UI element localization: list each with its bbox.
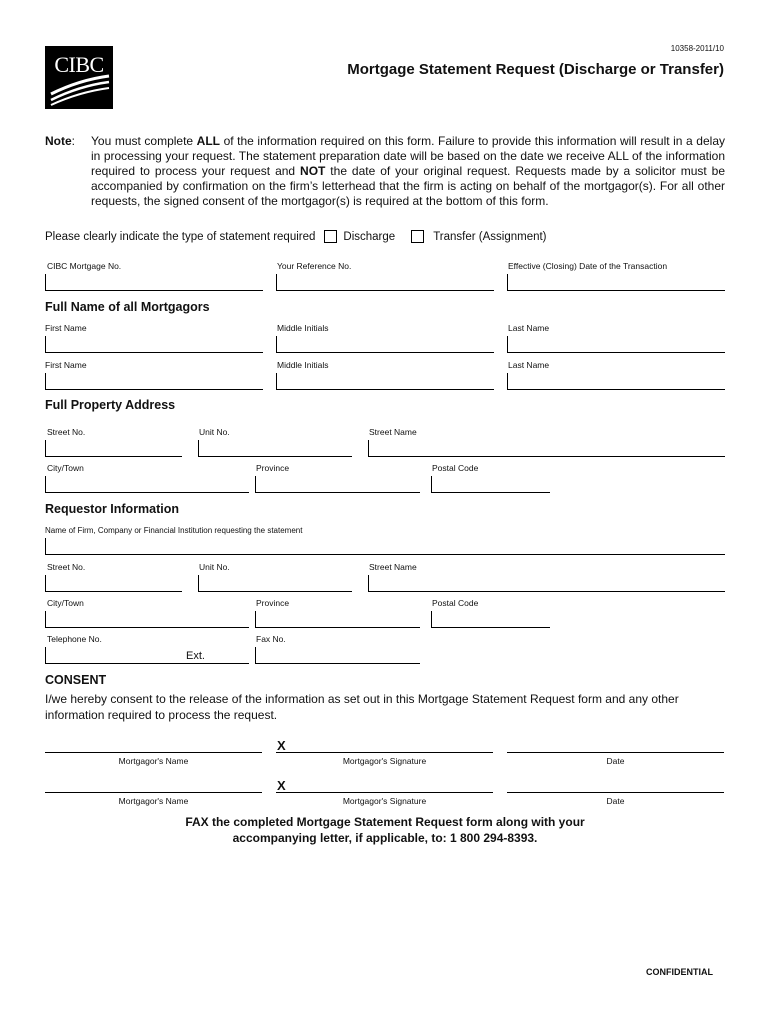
property-street-no-label: Street No. [47,427,86,437]
property-street-no-field[interactable] [45,440,182,457]
first-name-label-1: First Name [45,323,87,333]
discharge-label: Discharge [343,230,396,243]
first-name-field-2[interactable] [45,373,263,390]
telephone-field[interactable] [45,647,249,664]
date-label-2: Date [606,796,625,806]
requestor-province-field[interactable] [255,611,420,628]
property-street-name-label: Street Name [369,427,417,437]
page-title: Mortgage Statement Request (Discharge or Transfer) [347,61,724,78]
property-postal-code-label: Postal Code [432,463,479,473]
middle-initials-field-2[interactable] [276,373,494,390]
confidential-label: CONFIDENTIAL [646,967,713,977]
cibc-logo [45,46,113,109]
requestor-city-field[interactable] [45,611,249,628]
mortgage-no-label: CIBC Mortgage No. [47,261,122,271]
property-city-label: City/Town [47,463,84,473]
consent-text: I/we hereby consent to the release of the information as set out in this Mortgage Statement Request form and any other information required to process the request. [45,692,679,722]
consent-heading: CONSENT [45,673,107,687]
mortgagor-signature-line-1[interactable] [276,752,493,753]
discharge-checkbox[interactable] [324,230,337,243]
property-province-field[interactable] [255,476,420,493]
property-postal-code-field[interactable] [431,476,550,493]
property-unit-no-label: Unit No. [199,427,230,437]
reference-no-field[interactable] [276,274,494,291]
requestor-street-name-field[interactable] [368,575,725,592]
fax-line-1: FAX the completed Mortgage Statement Request form along with your [185,815,585,829]
requestor-city-label: City/Town [47,598,84,608]
note-text: You must complete ALL of the information required on this form. Failure to provide this information will result in a delay in processing your request. The statement preparation date will be based on the date we receive ALL of the information required to process your request and NOT the date of your original request. Requests made by a solicitor must be accompanied by confirmation on the firm’s letterhead that the firm is acting on behalf of the mortgagor(s). For all other requests, the signed consent of the mortgagor(s) is required at the bottom of this form. [91,134,725,208]
requestor-street-no-label: Street No. [47,562,86,572]
date-line-1[interactable] [507,752,724,753]
transfer-checkbox[interactable] [411,230,424,243]
effective-date-field[interactable] [507,274,725,291]
statement-type-prompt: Please clearly indicate the type of statement required [45,230,316,243]
note-label: Note: [45,134,76,148]
firm-name-label: Name of Firm, Company or Financial Institution requesting the statement [45,526,303,535]
property-heading: Full Property Address [45,398,176,412]
middle-initials-label-1: Middle Initials [277,323,329,333]
first-name-label-2: First Name [45,360,87,370]
last-name-field-2[interactable] [507,373,725,390]
requestor-unit-no-label: Unit No. [199,562,230,572]
last-name-label-1: Last Name [508,323,550,333]
mortgagors-heading: Full Name of all Mortgagors [45,300,210,314]
mortgagor-name-line-2[interactable] [45,792,262,793]
middle-initials-label-2: Middle Initials [277,360,329,370]
fax-instructions [45,814,725,846]
property-city-field[interactable] [45,476,249,493]
requestor-heading: Requestor Information [45,502,180,516]
mortgagor-signature-line-2[interactable] [276,792,493,793]
fax-field[interactable] [255,647,420,664]
requestor-postal-code-label: Postal Code [432,598,479,608]
requestor-province-label: Province [256,598,290,608]
transfer-label: Transfer (Assignment) [433,230,547,243]
middle-initials-field-1[interactable] [276,336,494,353]
last-name-field-1[interactable] [507,336,725,353]
signature-x-mark-1: X [277,738,286,753]
statement-type-row [45,230,547,243]
requestor-street-no-field[interactable] [45,575,182,592]
mortgagor-name-label-2: Mortgagor's Name [118,796,189,806]
fax-label: Fax No. [256,634,286,644]
property-province-label: Province [256,463,290,473]
telephone-label: Telephone No. [47,634,102,644]
mortgagor-name-label-1: Mortgagor's Name [118,756,189,766]
effective-date-label: Effective (Closing) Date of the Transaction [508,261,668,271]
requestor-postal-code-field[interactable] [431,611,550,628]
mortgage-no-field[interactable] [45,274,263,291]
form-number: 10358-2011/10 [670,44,724,53]
mortgagor-name-line-1[interactable] [45,752,262,753]
reference-no-label: Your Reference No. [277,261,352,271]
requestor-unit-no-field[interactable] [198,575,352,592]
property-unit-no-field[interactable] [198,440,352,457]
firm-name-field[interactable] [45,538,725,555]
signature-x-mark-2: X [277,778,286,793]
date-label-1: Date [606,756,625,766]
logo-text: CIBC [54,52,104,77]
mortgagor-signature-label-2: Mortgagor's Signature [342,796,427,806]
last-name-label-2: Last Name [508,360,550,370]
date-line-2[interactable] [507,792,724,793]
property-street-name-field[interactable] [368,440,725,457]
first-name-field-1[interactable] [45,336,263,353]
fax-line-2: accompanying letter, if applicable, to: 1 800 294-8393. [232,831,538,845]
ext-label: Ext. [186,650,205,662]
logo-swoosh-icon [45,46,113,109]
mortgagor-signature-label-1: Mortgagor's Signature [342,756,427,766]
requestor-street-name-label: Street Name [369,562,417,572]
